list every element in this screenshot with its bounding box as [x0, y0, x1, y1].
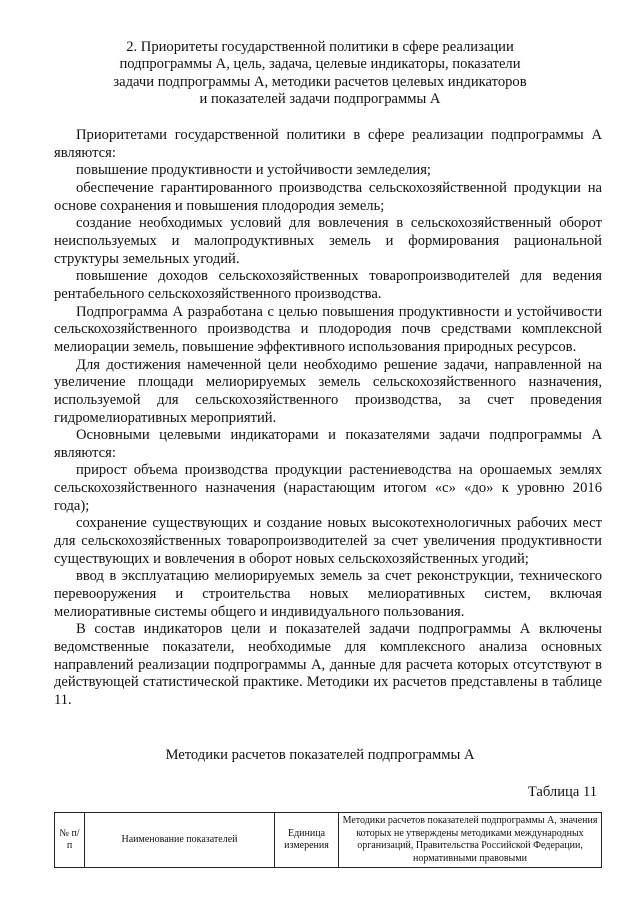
paragraph: ввод в эксплуатацию мелиорируемых земель за счет реконструкции, технического перевооружения и строительства новых мелиоративных систем, включая мелиоративные системы общего и индивидуального пользования. [54, 568, 602, 620]
paragraph: прирост объема производства продукции растениеводства на орошаемых землях сельскохозяйственного назначения (нарастающим итогом «с» «до» к уровню 2016 года); [54, 462, 602, 514]
heading-line: задачи подпрограммы А, методики расчетов целевых индикаторов [113, 73, 527, 90]
table-title: Методики расчетов показателей подпрограммы А [165, 747, 475, 763]
heading-line: подпрограммы А, цель, задача, целевые индикаторы, показатели [119, 56, 521, 73]
table-header-row [55, 813, 602, 868]
column-header-number: № п/п [55, 813, 85, 868]
column-header-method: Методики расчетов показателей подпрограммы А, значения которых не утверждены методиками международных организаций, Правительства Российской Федерации, нормативными правовыми [339, 813, 602, 868]
paragraph: повышение продуктивности и устойчивости земледелия; [76, 162, 431, 179]
column-header-name: Наименование показателей [85, 813, 275, 868]
body-text [54, 127, 602, 710]
heading-line: 2. Приоритеты государственной политики в сфере реализации [126, 39, 514, 55]
section-heading [90, 39, 550, 109]
paragraph: сохранение существующих и создание новых высокотехнологичных рабочих мест для сельскохозяйственных товаропроизводителей за счет увеличения продуктивности существующих и вовлечения в оборот новых сельскохозяйственных угодий; [54, 515, 602, 567]
heading-line: и показателей задачи подпрограммы А [199, 91, 441, 108]
paragraph: создание необходимых условий для вовлечения в сельскохозяйственный оборот неиспользуемых и малопродуктивных земель и формирования рациональной структуры земельных угодий. [54, 215, 602, 267]
column-header-unit: Единица измерения [275, 813, 339, 868]
paragraph: Приоритетами государственной политики в сфере реализации подпрограммы А являются: [54, 127, 602, 161]
table-number: Таблица 11 [527, 784, 597, 800]
paragraph: Для достижения намеченной цели необходимо решение задачи, направленной на увеличение площади мелиорируемых земель сельскохозяйственного назначения, используемой для сельскохозяйственного производства, за счет проведения гидромелиоративных мероприятий. [54, 356, 602, 426]
paragraph: Подпрограмма А разработана с целью повышения продуктивности и устойчивости сельскохозяйственного производства и плодородия почв средствами комплексной мелиорации земель, повышение эффективного использования природных ресурсов. [54, 303, 602, 355]
paragraph: обеспечение гарантированного производства сельскохозяйственной продукции на основе сохранения и повышения плодородия земель; [54, 179, 602, 214]
paragraph: В состав индикаторов цели и показателей задачи подпрограммы А включены ведомственные показатели, необходимые для комплексного анализа основных направлений реализации подпрограммы А, данные для расчета которых отсутствуют в действующей статистической практике. Методики их расчетов представлены в таблице 11. [54, 621, 602, 708]
methods-table [54, 812, 602, 868]
paragraph: повышение доходов сельскохозяйственных товаропроизводителей для ведения рентабельного сельскохозяйственного производства. [54, 268, 602, 302]
paragraph: Основными целевыми индикаторами и показателями задачи подпрограммы А являются: [54, 427, 602, 461]
